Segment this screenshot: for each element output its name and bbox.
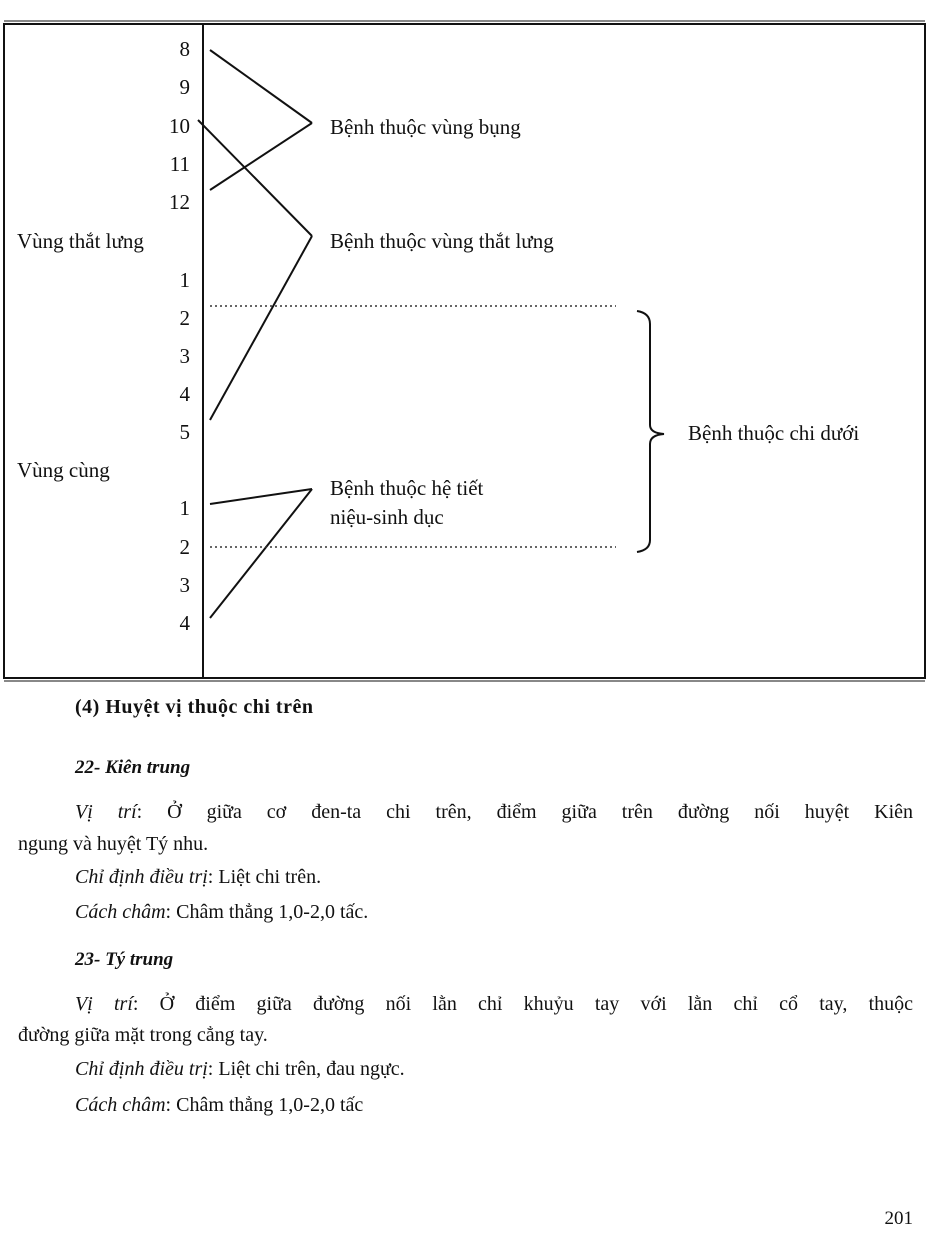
lumbar-2-label: 2 [179, 306, 190, 330]
lumbar-region-label: Vùng thắt lưng [17, 229, 144, 253]
outcome-abdomen: Bệnh thuộc vùng bụng [330, 115, 521, 139]
curly-brace-lower-limb [637, 311, 664, 552]
sacral-2-label: 2 [179, 535, 190, 559]
lumbar-3-label: 3 [179, 344, 190, 368]
sacral-1-label: 1 [179, 496, 190, 520]
point-23-indication-text: : Liệt chi trên, đau ngực. [207, 1058, 405, 1080]
connector-10-lumbar [198, 120, 312, 236]
point-23-method-text: : Châm thẳng 1,0-2,0 tấc [165, 1094, 364, 1116]
sacral-4-label: 4 [179, 611, 190, 635]
point-23-title: 23- Tý trung [75, 949, 174, 970]
point-23-location-label: Vị trí [75, 993, 133, 1015]
rib-11-label: 11 [169, 152, 190, 176]
point-22-indication-label: Chỉ định điều trị [75, 866, 208, 888]
point-22-location-line2: ngung và huyệt Tý nhu. [18, 833, 209, 855]
point-23-indication [75, 1057, 405, 1081]
lumbar-5-label: 5 [179, 420, 190, 444]
connector-s1-urogenital [210, 489, 312, 504]
rib-12-label: 12 [169, 190, 190, 214]
point-23-location-line2: đường giữa mặt trong cẳng tay. [18, 1024, 268, 1046]
point-22-location-text: : Ở giữa cơ đen-ta chi trên, điểm giữa trên đường nối huyệt Kiên [136, 801, 913, 823]
outcome-urogenital-line1: Bệnh thuộc hệ tiết [330, 476, 484, 500]
connector-s4-urogenital [210, 489, 312, 618]
sacral-region-label: Vùng cùng [17, 458, 110, 482]
point-22-indication [75, 865, 321, 889]
rib-9-label: 9 [179, 75, 190, 99]
point-23-method [75, 1093, 363, 1117]
point-23-location-line1 [75, 992, 913, 1016]
section-heading: (4) Huyệt vị thuộc chi trên [75, 696, 314, 718]
connector-8-abdomen [210, 50, 312, 123]
point-23-location-text: : Ở điểm giữa đường nối lằn chỉ khuỷu tay với lằn chỉ cổ tay, thuộc [132, 993, 914, 1015]
lumbar-4-label: 4 [179, 382, 190, 406]
point-22-method-text: : Châm thẳng 1,0-2,0 tấc. [165, 901, 369, 923]
point-22-method-label: Cách châm [75, 901, 166, 923]
outcome-lumbar: Bệnh thuộc vùng thắt lưng [330, 229, 554, 253]
point-22-location-line1 [75, 800, 913, 824]
rib-8-label: 8 [179, 37, 190, 61]
connector-12-abdomen [210, 123, 312, 190]
connector-l5-lumbar [210, 236, 312, 420]
point-23-indication-label: Chỉ định điều trị [75, 1058, 208, 1080]
rib-10-label: 10 [169, 114, 190, 138]
outcome-urogenital-line2: niệu-sinh dục [330, 505, 444, 529]
point-22-location-label: Vị trí [75, 801, 137, 823]
sacral-3-label: 3 [179, 573, 190, 597]
point-23-method-label: Cách châm [75, 1094, 166, 1116]
page-number: 201 [884, 1208, 913, 1229]
outcome-lower-limb: Bệnh thuộc chi dưới [688, 421, 860, 445]
lumbar-1-label: 1 [179, 268, 190, 292]
point-22-method [75, 900, 368, 924]
point-22-title: 22- Kiên trung [75, 757, 191, 778]
point-22-indication-text: : Liệt chi trên. [207, 866, 322, 888]
